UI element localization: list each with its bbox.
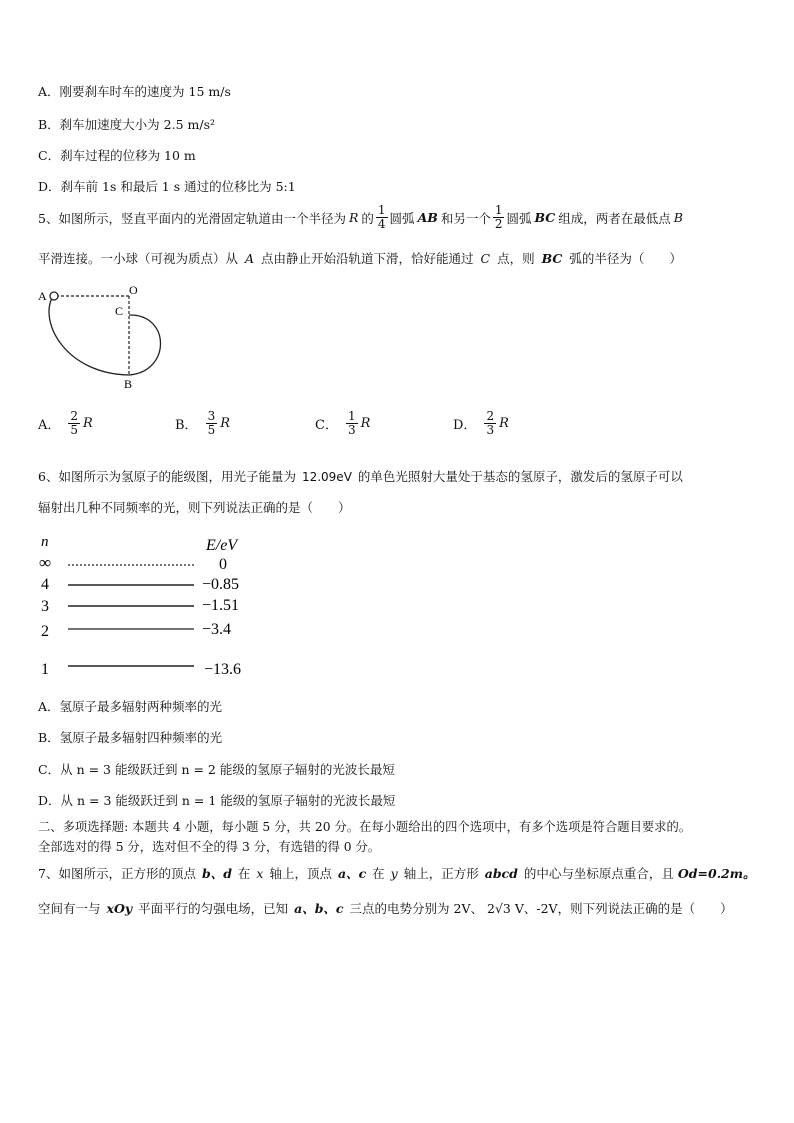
level-e-2: −3.4: [202, 621, 232, 638]
q7-sqrt-expr: [487, 901, 511, 916]
q5-stem-line1: [38, 204, 683, 231]
sqrt-coefficient: 2: [486, 901, 495, 916]
q5-var: A: [245, 251, 255, 266]
q5-track-figure: [36, 282, 171, 392]
fraction-denominator: 5: [207, 423, 216, 437]
answer-label: D．: [453, 418, 477, 433]
answer-fraction: [68, 410, 80, 437]
q7-stem-line1: [38, 864, 755, 882]
fraction-numerator: 2: [486, 409, 495, 423]
q5-text: 弧的半径为（ ）: [569, 251, 682, 266]
q4-option-d: D．刹车前 1s 和最后 1 s 通过的位移比为 5:1: [38, 179, 296, 194]
q5-text: 平滑连接。一小球（可视为质点）从: [38, 251, 239, 266]
q5-text: 圆弧: [389, 210, 415, 226]
fraction-denominator: 3: [347, 423, 356, 437]
q7-text: 在: [237, 866, 251, 881]
q7-var: y: [390, 866, 398, 881]
q5-text: 点由静止开始沿轨道下滑，恰好能通过: [261, 251, 474, 266]
answer-fraction: [484, 410, 496, 437]
q5-var: C: [480, 251, 491, 266]
q5-text: 和另一个: [440, 210, 491, 226]
q5-answer-a: [38, 410, 93, 437]
q5-text: 圆弧: [506, 210, 532, 226]
fraction-denominator: 4: [377, 217, 386, 231]
option-text: C．从: [38, 762, 73, 777]
q5-stem-line2: [38, 249, 682, 267]
ball: [50, 292, 58, 300]
option-text: n = 3 能级跃迁到: [76, 762, 178, 777]
q5-text: 点，则: [497, 251, 535, 266]
q5-var: BC: [541, 251, 563, 266]
level-n-2: 2: [41, 623, 49, 640]
q6-option-a: A．氢原子最多辐射两种频率的光: [38, 699, 223, 714]
q6-stem-line2: 辐射出几种不同频率的光，则下列说法正确的是（ ）: [38, 500, 351, 515]
level-n-4: 4: [41, 576, 49, 593]
q5-answer-c: [315, 410, 370, 437]
q4-option-c: C．刹车过程的位移为 10 m: [38, 148, 196, 163]
q6-option-b: B．氢原子最多辐射四种频率的光: [38, 730, 223, 745]
option-text: n = 3 能级跃迁到: [77, 793, 178, 808]
sqrt-radicand: 3: [502, 901, 511, 916]
q5-answer-d: [453, 410, 509, 437]
arc-bc: [129, 315, 161, 375]
q7-var: x: [256, 866, 264, 881]
section2-line1: 二、多项选择题: 本题共 4 小题，每小题 5 分，共 20 分。在每小题给出的四个选项中，有多个选项是符合题目要求的。: [38, 820, 692, 834]
q5-fraction-half: [493, 204, 505, 231]
fraction-denominator: 5: [70, 423, 79, 437]
sqrt-sign: √: [494, 901, 503, 916]
q6-stem-line1: [38, 467, 683, 485]
q5-var: AB: [417, 210, 438, 225]
label-o: O: [129, 283, 138, 297]
q7-var: xOy: [106, 901, 133, 916]
fraction-numerator: 2: [70, 409, 79, 423]
level-e-inf: 0: [219, 556, 227, 573]
level-n-1: 1: [41, 661, 49, 678]
answer-var: R: [83, 416, 93, 431]
level-n-inf: ∞: [39, 553, 52, 572]
q5-text: 的: [361, 210, 374, 226]
answer-var: R: [360, 416, 371, 431]
q7-text: 平面平行的匀强电场，已知: [138, 901, 289, 916]
answer-label: A．: [38, 418, 61, 433]
q7-text: 7、如图所示，正方形的顶点: [38, 866, 196, 881]
fraction-numerator: 3: [207, 409, 216, 423]
q4-option-b: B．刹车加速度大小为 2.5 m/s²: [38, 117, 216, 132]
q7-stem-line2: [38, 899, 733, 917]
q6-text: 6、如图所示为氢原子的能级图，用光子能量为: [38, 469, 296, 484]
q5-var: BC: [534, 210, 556, 225]
fraction-denominator: 2: [494, 217, 503, 231]
q6-option-d: [38, 791, 395, 809]
level-e-1: −13.6: [204, 661, 242, 678]
answer-label: C．: [315, 418, 338, 433]
q4-option-a: A．刚要刹车时车的速度为 15 m/s: [38, 84, 231, 99]
q7-text: 轴上，正方形: [403, 866, 479, 881]
q5-text: 5、如图所示，竖直平面内的光滑固定轨道由一个半径为: [38, 210, 346, 226]
q7-text: V、-2V，则下列说法正确的是（ ）: [514, 901, 733, 916]
answer-fraction: [206, 410, 218, 437]
option-text: D．从: [38, 793, 74, 808]
answer-var: R: [220, 416, 230, 431]
q5-text: 组成，两者在最低点: [558, 210, 671, 226]
label-a: A: [38, 289, 47, 303]
q6-energy: 12.09eV: [301, 470, 352, 484]
label-b: B: [124, 377, 133, 391]
option-text: n = 2: [181, 762, 216, 777]
label-c: C: [115, 304, 124, 318]
q7-text: 轴上，顶点: [269, 866, 332, 881]
q6-option-c: [38, 760, 395, 778]
level-e-4: −0.85: [202, 576, 240, 593]
q5-answer-b: [175, 410, 230, 437]
e-header: E/eV: [206, 537, 238, 554]
answer-label: B．: [175, 418, 198, 433]
fraction-numerator: 1: [494, 203, 503, 217]
q7-var: a、b、c: [294, 901, 344, 916]
q7-var: a、c: [337, 866, 367, 881]
fraction-numerator: 1: [377, 203, 386, 217]
n-header: n: [41, 534, 49, 550]
level-n-3: 3: [41, 598, 49, 615]
section2-line2: 全部选对的得 5 分，选对但不全的得 3 分，有选错的得 0 分。: [38, 840, 381, 854]
option-text: 能级的氢原子辐射的光波长最短: [220, 793, 396, 808]
q7-var: Od=0.2m。: [677, 866, 756, 881]
answer-fraction: [346, 410, 358, 437]
q7-text: 的中心与坐标原点重合，且: [523, 866, 674, 881]
level-e-3: −1.51: [202, 597, 240, 614]
q7-text: 三点的电势分别为 2V、: [349, 901, 483, 916]
fraction-denominator: 3: [486, 423, 495, 437]
q7-text: 在: [372, 866, 385, 881]
q7-var: b、d: [201, 866, 232, 881]
option-text: n = 1: [181, 793, 217, 808]
q7-text: 空间有一与: [38, 901, 101, 916]
answer-var: R: [499, 416, 509, 431]
q7-var: abcd: [484, 866, 518, 881]
q5-var: R: [348, 210, 359, 225]
q5-var: B: [673, 210, 683, 225]
q5-fraction-quarter: [376, 204, 388, 231]
q6-text: 的单色光照射大量处于基态的氢原子，激发后的氢原子可以: [357, 469, 683, 484]
option-text: 能级的氢原子辐射的光波长最短: [219, 762, 395, 777]
q6-energy-level-diagram: [36, 530, 266, 680]
fraction-numerator: 1: [347, 409, 356, 423]
